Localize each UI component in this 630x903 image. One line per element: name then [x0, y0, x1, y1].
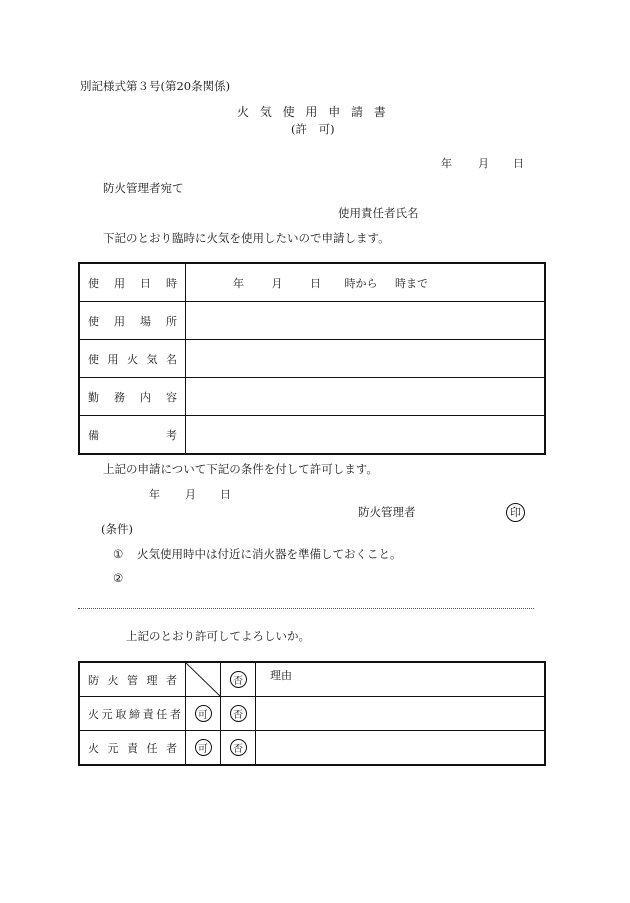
label-char: 気 — [146, 352, 158, 366]
reason-field[interactable] — [256, 697, 546, 731]
approve-mark[interactable]: 可 — [195, 739, 212, 756]
reason-field[interactable] — [256, 731, 546, 766]
label-char: 任 — [156, 707, 168, 721]
deny-cell[interactable] — [221, 731, 256, 766]
application-date-year: 年 — [441, 157, 452, 170]
month-unit: 月 — [271, 276, 283, 290]
cut-line-divider — [78, 608, 534, 609]
form-title: 火気使用申請書 — [237, 105, 397, 119]
permit-date-day: 日 — [220, 488, 231, 501]
label-char: 者 — [169, 707, 181, 721]
applicant-name-label: 使用責任者氏名 — [338, 206, 419, 220]
label-char: 火 — [127, 352, 138, 366]
approve-cell-blank — [186, 662, 221, 697]
table-row — [79, 340, 545, 378]
label-char: 勤 — [88, 390, 99, 404]
form-number: 別記様式第３号(第20条関係) — [80, 79, 231, 93]
label-char: 理 — [146, 673, 158, 687]
label-char: 責 — [142, 707, 154, 721]
request-statement: 下記のとおり臨時に火気を使用したいので申請します。 — [103, 231, 390, 245]
label-char: 日 — [140, 276, 151, 290]
label-char: 使 — [88, 352, 99, 366]
label-char: 使 — [88, 314, 99, 328]
label-char: 管 — [127, 673, 138, 687]
label-char: 者 — [166, 741, 177, 755]
addressee: 防火管理者宛て — [103, 181, 184, 195]
deny-mark[interactable]: 否 — [230, 739, 247, 756]
label-char: 者 — [166, 673, 177, 687]
row-label — [79, 416, 186, 455]
fire-equipment-field[interactable] — [186, 340, 546, 378]
table-row — [79, 662, 545, 697]
application-date-month: 月 — [478, 157, 489, 170]
label-char: 火 — [107, 673, 119, 687]
approve-mark[interactable]: 可 — [195, 705, 212, 722]
table-row — [79, 263, 545, 302]
approve-cell[interactable] — [186, 697, 221, 731]
usage-location-field[interactable] — [186, 302, 546, 340]
seal-mark — [506, 503, 525, 522]
condition-item — [113, 573, 123, 585]
label-char: 責 — [127, 741, 138, 755]
permit-statement: 上記の申請について下記の条件を付して許可します。 — [103, 462, 378, 476]
table-row — [79, 416, 545, 455]
label-char: 容 — [166, 390, 177, 404]
condition-item — [113, 549, 401, 561]
approval-table — [78, 661, 546, 766]
condition-marker: ① — [113, 547, 124, 561]
table-row — [79, 731, 545, 766]
row-label — [79, 302, 186, 340]
table-row — [79, 302, 545, 340]
conditions-heading: (条件) — [101, 522, 133, 536]
row-label — [79, 378, 186, 416]
label-char: 防 — [88, 673, 99, 687]
permit-date-year: 年 — [149, 488, 160, 501]
table-row — [79, 378, 545, 416]
label-char: 元 — [101, 707, 113, 721]
deny-mark[interactable]: 否 — [230, 671, 247, 688]
reason-field[interactable] — [256, 662, 546, 697]
approval-prompt: 上記のとおり許可してよろしいか。 — [126, 629, 310, 643]
label-char: 取 — [115, 707, 127, 721]
label-char: 火 — [88, 741, 99, 755]
approve-cell[interactable] — [186, 731, 221, 766]
table-row — [79, 697, 545, 731]
application-date-day: 日 — [513, 157, 524, 170]
year-unit: 年 — [233, 276, 244, 290]
work-content-field[interactable] — [186, 378, 546, 416]
label-char: 時 — [166, 276, 177, 290]
row-label — [79, 731, 186, 766]
label-char: 使 — [88, 276, 99, 290]
label-char: 元 — [107, 741, 119, 755]
label-char: 用 — [114, 314, 125, 328]
row-label — [79, 340, 186, 378]
from-hour-unit: 時から — [344, 276, 378, 290]
remarks-field[interactable] — [186, 416, 546, 455]
label-char: 締 — [128, 707, 140, 721]
row-label — [79, 263, 186, 302]
permit-date-month: 月 — [185, 488, 196, 501]
label-char: 場 — [140, 314, 151, 328]
label-char: 備 — [88, 428, 99, 442]
fire-manager-label: 防火管理者 — [358, 505, 416, 519]
application-table — [78, 262, 546, 455]
label-char: 任 — [146, 741, 158, 755]
label-char: 火 — [88, 707, 99, 721]
label-char: 用 — [114, 276, 125, 290]
row-label — [79, 697, 186, 731]
label-char: 内 — [140, 390, 151, 404]
condition-marker: ② — [113, 571, 124, 585]
row-label — [79, 662, 186, 697]
to-hour-unit: 時まで — [395, 276, 428, 290]
form-subtitle: (許 可) — [291, 122, 335, 136]
label-char: 名 — [166, 352, 177, 366]
deny-cell[interactable] — [221, 662, 256, 697]
label-char: 用 — [107, 352, 119, 366]
label-char: 考 — [166, 428, 177, 442]
deny-cell[interactable] — [221, 697, 256, 731]
reason-label: 理由 — [270, 669, 292, 682]
usage-datetime-field[interactable] — [186, 263, 546, 302]
seal-circle: 印 — [506, 503, 525, 522]
day-unit: 日 — [310, 276, 321, 290]
diagonal-slash-icon — [186, 663, 220, 696]
label-char: 所 — [166, 314, 177, 328]
deny-mark[interactable]: 否 — [230, 705, 247, 722]
condition-text: 火気使用時中は付近に消火器を準備しておくこと。 — [136, 547, 402, 561]
label-char: 務 — [114, 390, 125, 404]
